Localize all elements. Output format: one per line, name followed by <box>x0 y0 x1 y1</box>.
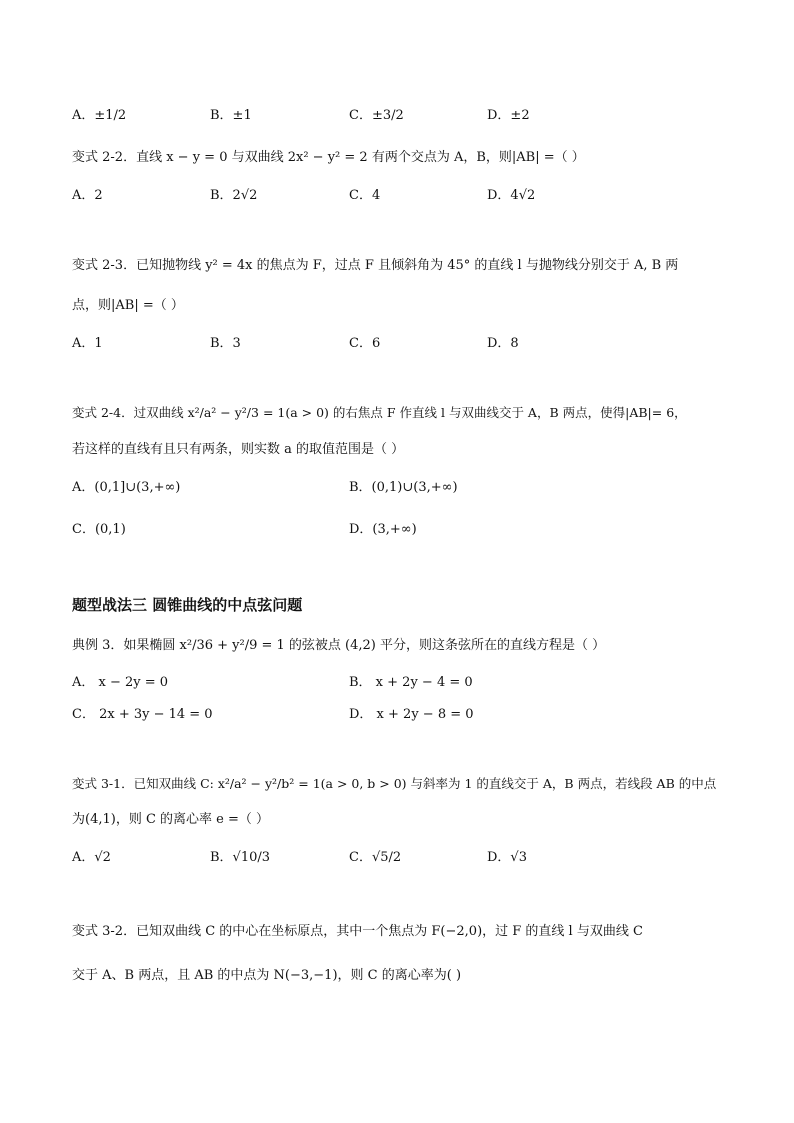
option-a: A．√2 <box>72 850 111 865</box>
option-c: C．±3/2 <box>349 108 404 123</box>
question-2-2-stem: 变式 2-2．直线 x − y = 0 与双曲线 2x² − y² = 2 有两个交点为 A，B，则|AB| =（ ） <box>72 150 585 165</box>
option-b: B．(0,1)∪(3,+∞) <box>349 480 458 495</box>
example-3-stem: 典例 3．如果椭圆 x²/36 + y²/9 = 1 的弦被点 (4,2) 平分，则这条弦所在的直线方程是（ ） <box>72 638 606 653</box>
question-2-4-stem-line2: 若这样的直线有且只有两条，则实数 a 的取值范围是（ ） <box>72 442 405 457</box>
option-c: C．6 <box>349 336 381 351</box>
question-3-1-stem-line2: 为(4,1)，则 C 的离心率 e =（ ） <box>72 812 270 827</box>
option-a: A． x − 2y = 0 <box>72 675 169 690</box>
option-d: D．8 <box>487 336 519 351</box>
option-d: D．4√2 <box>487 188 536 203</box>
option-b: B．3 <box>210 336 241 351</box>
section-title: 题型战法三 圆锥曲线的中点弦问题 <box>72 596 303 614</box>
option-d: D． x + 2y − 8 = 0 <box>349 707 474 722</box>
option-c: C．(0,1) <box>72 522 126 537</box>
option-a: A．1 <box>72 336 103 351</box>
option-d: D．(3,+∞) <box>349 522 417 537</box>
question-2-3-stem-line2: 点，则|AB| =（ ） <box>72 298 184 313</box>
option-b: B．√10/3 <box>210 850 271 865</box>
question-2-4-stem-line1: 变式 2-4．过双曲线 x²/a² − y²/3 = 1(a > 0) 的右焦点 F 作直线 l 与双曲线交于 A，B 两点，使得|AB|= 6， <box>72 405 687 420</box>
option-b: B．2√2 <box>210 188 258 203</box>
option-c: C． 2x + 3y − 14 = 0 <box>72 707 213 722</box>
option-d: D．±2 <box>487 108 530 123</box>
option-c: C．√5/2 <box>349 850 402 865</box>
option-a: A．±1/2 <box>72 108 127 123</box>
question-3-2-stem-line2: 交于 A、B 两点，且 AB 的中点为 N(−3,−1)，则 C 的离心率为( ) <box>72 968 462 983</box>
option-c: C．4 <box>349 188 381 203</box>
question-3-2-stem-line1: 变式 3-2．已知双曲线 C 的中心在坐标原点，其中一个焦点为 F(−2,0)，过 F 的直线 l 与双曲线 C <box>72 924 643 939</box>
option-d: D．√3 <box>487 850 527 865</box>
question-3-1-stem-line1: 变式 3-1．已知双曲线 C: x²/a² − y²/b² = 1(a > 0, b > 0) 与斜率为 1 的直线交于 A，B 两点，若线段 AB 的中点 <box>72 776 717 791</box>
option-a: A．2 <box>72 188 103 203</box>
option-a: A．(0,1]∪(3,+∞) <box>72 480 181 495</box>
question-2-3-stem-line1: 变式 2-3．已知抛物线 y² = 4x 的焦点为 F，过点 F 且倾斜角为 45° 的直线 l 与抛物线分别交于 A, B 两 <box>72 258 679 273</box>
option-b: B． x + 2y − 4 = 0 <box>349 675 473 690</box>
option-b: B．±1 <box>210 108 252 123</box>
